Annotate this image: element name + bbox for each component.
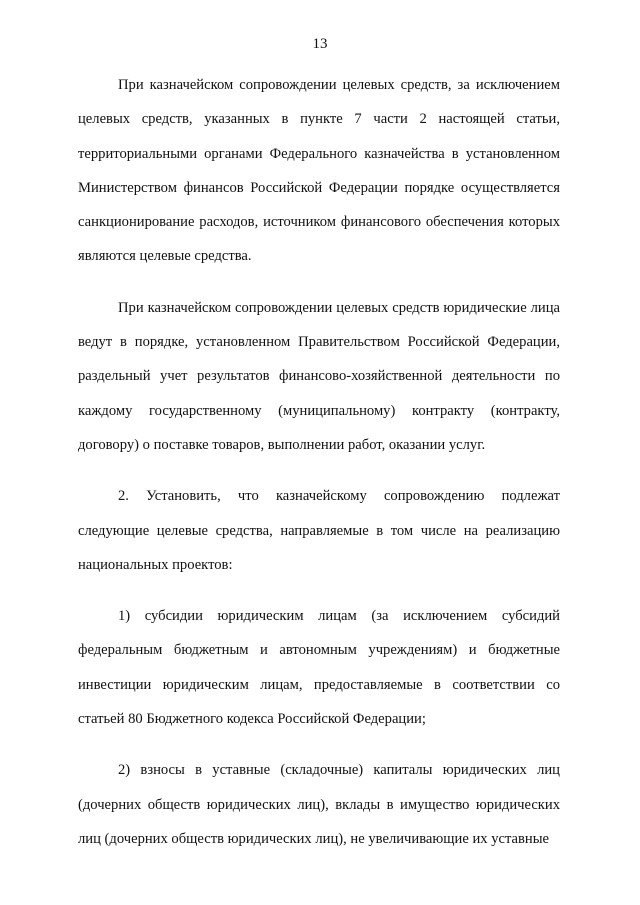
paragraph-subitem-1-subsidies: 1) субсидии юридическим лицам (за исключением субсидий федеральным бюджетным и автономным учреждениям) и бюджетные инвестиции юридическим лицам, предоставляемые в соответствии со статьей 80 Бюджетного кодекса Российской Федерации; <box>78 608 560 728</box>
paragraph-subitem-2-contributions: 2) взносы в уставные (складочные) капиталы юридических лиц (дочерних обществ юридических лиц), вклады в имущество юридических лиц (дочерних обществ юридических лиц), не увеличивающие их уставные <box>78 762 560 847</box>
paragraph-treasury-authorization: При казначейском сопровождении целевых средств, за исключением целевых средств, указанных в пункте 7 части 2 настоящей статьи, территориальными органами Федерального казначейства в установленном Министерством финансов Российской Федерации порядке осуществляется санкционирование расходов, источником финансового обеспечения которых являются целевые средства. <box>78 77 560 265</box>
document-body <box>78 68 560 856</box>
paragraph-item-2-intro: 2. Установить, что казначейскому сопровождению подлежат следующие целевые средства, направляемые в том числе на реализацию национальных проектов: <box>78 488 560 573</box>
paragraph-separate-accounting: При казначейском сопровождении целевых средств юридические лица ведут в порядке, установленном Правительством Российской Федерации, раздельный учет результатов финансово-хозяйственной деятельности по каждому государственному (муниципальному) контракту (контракту, договору) о поставке товаров, выполнении работ, оказании услуг. <box>78 299 560 453</box>
page-number: 13 <box>312 36 328 52</box>
